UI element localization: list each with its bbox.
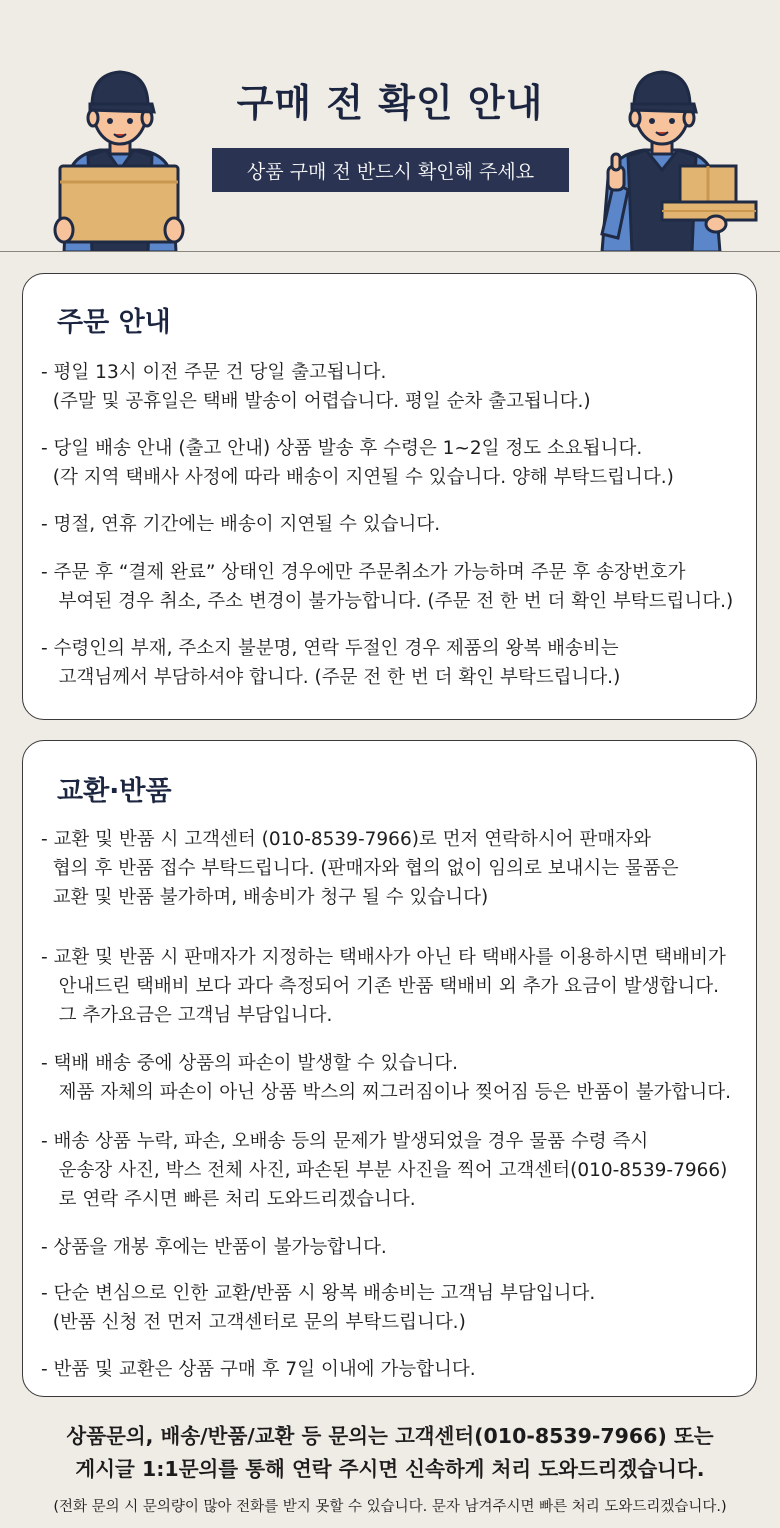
exchange-item: - 교환 및 반품 시 고객센터 (010-8539-7966)로 먼저 연락하시어 판매자와 협의 후 반품 접수 부탁드립니다. (판매자와 협의 없이 임의로 보내시는 물품은 교환 및 반품 불가하며, 배송비가 청구 될 수 있습니다) <box>41 829 679 908</box>
exchange-item: - 상품을 개봉 후에는 반품이 불가능합니다. <box>41 1237 387 1258</box>
exchange-item: - 배송 상품 누락, 파손, 오배송 등의 문제가 발생되었을 경우 물품 수령 즉시 운송장 사진, 박스 전체 사진, 파손된 부분 사진을 찍어 고객센터(010-8539-7966) 로 연락 주시면 빠른 처리 도와드리겠습니다. <box>41 1131 728 1210</box>
footer-contact-line2: 게시글 1:1문의를 통해 연락 주시면 신속하게 처리 도와드리겠습니다. <box>75 1457 705 1481</box>
header-banner <box>0 0 780 252</box>
order-item: - 명절, 연휴 기간에는 배송이 지연될 수 있습니다. <box>41 514 441 535</box>
subtitle-badge: 상품 구매 전 반드시 확인해 주세요 <box>212 148 569 192</box>
exchange-return-title: 교환·반품 <box>57 776 172 807</box>
header-divider <box>0 251 780 252</box>
exchange-item: - 교환 및 반품 시 판매자가 지정하는 택배사가 아닌 타 택배사를 이용하시면 택배비가 안내드린 택배비 보다 과다 측정되어 기존 반품 택배비 외 추가 요금이 발생합니다. 그 추가요금은 고객님 부담입니다. <box>41 947 726 1026</box>
footer-note: (전화 문의 시 문의량이 많아 전화를 받지 못할 수 있습니다. 문자 남겨주시면 빠른 처리 도와드리겠습니다.) <box>53 1499 727 1515</box>
order-info-title: 주문 안내 <box>57 307 171 338</box>
exchange-item: - 단순 변심으로 인한 교환/반품 시 왕복 배송비는 고객님 부담입니다. (반품 신청 전 먼저 고객센터로 문의 부탁드립니다.) <box>41 1283 596 1333</box>
order-item: - 주문 후 “결제 완료” 상태인 경우에만 주문취소가 가능하며 주문 후 송장번호가 부여된 경우 취소, 주소 변경이 불가능합니다. (주문 전 한 번 더 확인 부탁드립니다.) <box>41 562 734 612</box>
exchange-return-card <box>22 740 757 1397</box>
order-item: - 평일 13시 이전 주문 건 당일 출고됩니다. (주말 및 공휴일은 택배 발송이 어렵습니다. 평일 순차 출고됩니다.) <box>41 362 591 412</box>
order-info-card <box>22 273 757 720</box>
page-title: 구매 전 확인 안내 <box>236 81 544 125</box>
order-item: - 당일 배송 안내 (출고 안내) 상품 발송 후 수령은 1~2일 정도 소요됩니다. (각 지역 택배사 사정에 따라 배송이 지연될 수 있습니다. 양해 부탁드립니다.) <box>41 438 674 488</box>
order-item: - 수령인의 부재, 주소지 불분명, 연락 두절인 경우 제품의 왕복 배송비는 고객님께서 부담하셔야 합니다. (주문 전 한 번 더 확인 부탁드립니다.) <box>41 638 621 688</box>
exchange-item: - 택배 배송 중에 상품의 파손이 발생할 수 있습니다. 제품 자체의 파손이 아닌 상품 박스의 찌그러짐이나 찢어짐 등은 반품이 불가합니다. <box>41 1053 731 1103</box>
courier-thumbs-up-icon <box>588 66 760 252</box>
exchange-item: - 반품 및 교환은 상품 구매 후 7일 이내에 가능합니다. <box>41 1359 476 1380</box>
footer-contact-line1: 상품문의, 배송/반품/교환 등 문의는 고객센터(010-8539-7966) 또는 <box>66 1424 714 1448</box>
